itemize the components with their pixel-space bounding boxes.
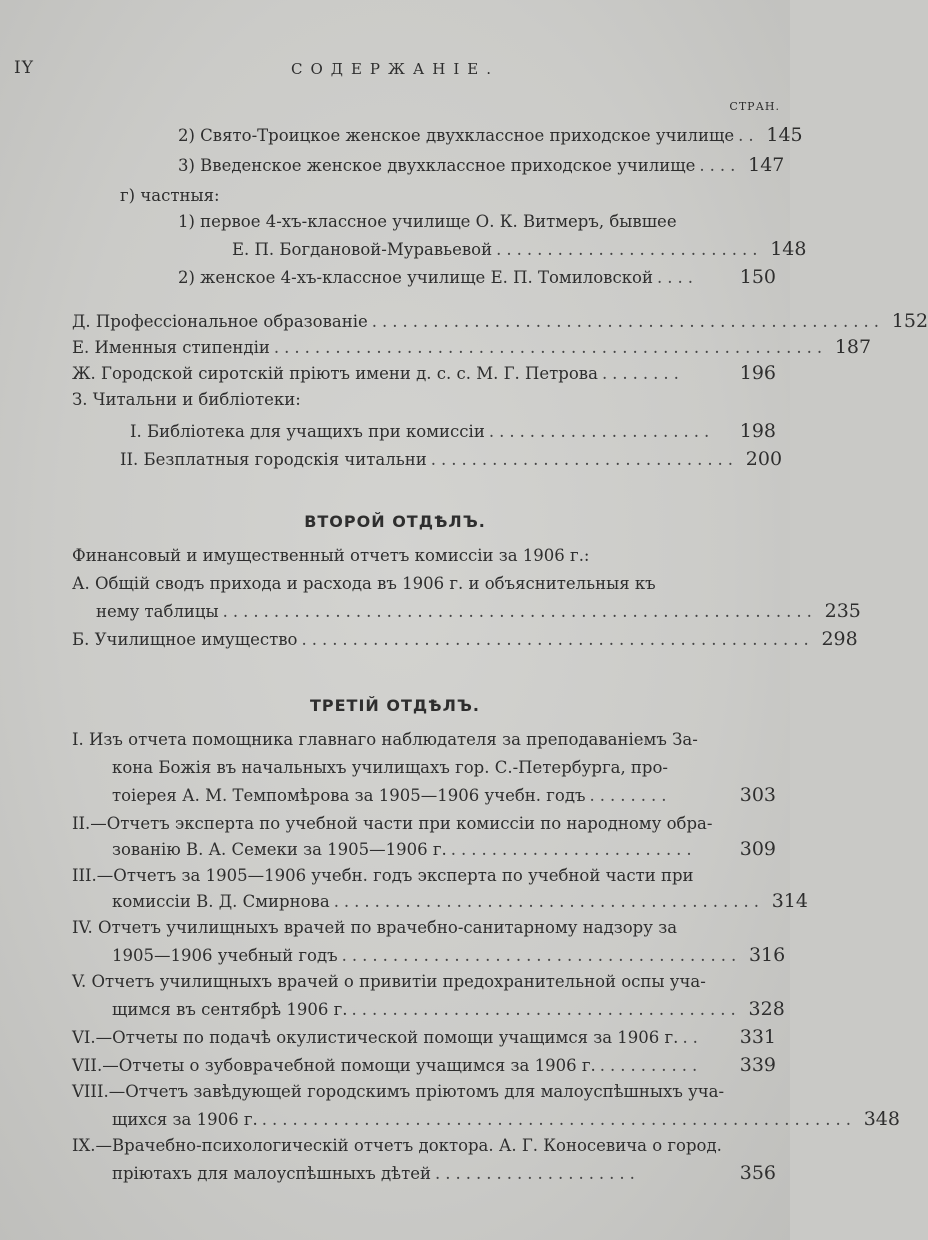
page-title: СОДЕРЖАНІЕ.: [291, 60, 499, 78]
toc-entry: 2) Свято-Троицкое женское двухклассное приходское училище .. 145: [178, 124, 803, 146]
toc-entry: V. Отчетъ училищныхъ врачей о привитіи предохранительной оспы уча-: [72, 972, 706, 991]
page-column-label: СТРАН.: [729, 100, 780, 113]
toc-subheading: г) частныя:: [120, 186, 220, 205]
toc-entry: Ж. Городской сиротскій пріютъ имени д. с. с. М. Г. Петрова ........ 196: [72, 362, 776, 384]
toc-entry: щимся въ сентябрѣ 1906 г. ...................................... 328: [112, 998, 785, 1020]
toc-entry: VI.—Отчеты по подачѣ окулистической помощи учащимся за 1906 г. .. 331: [72, 1026, 776, 1048]
toc-entry: пріютахъ для малоуспѣшныхъ дѣтей .................... 356: [112, 1162, 776, 1184]
toc-entry: IV. Отчетъ училищныхъ врачей по врачебно-санитарному надзору за: [72, 918, 678, 937]
toc-entry: II.—Отчетъ эксперта по учебной части при комиссіи по народному обра-: [72, 814, 713, 833]
toc-entry: Е. Именныя стипендіи ...................................................... 187: [72, 336, 872, 358]
toc-entry: 3) Введенское женское двухклассное приходское училище .... 147: [178, 154, 785, 176]
toc-entry: III.—Отчетъ за 1905—1906 учебн. годъ эксперта по учебной части при: [72, 866, 694, 885]
toc-entry: зованію В. А. Семеки за 1905—1906 г. ........................ 309: [112, 838, 776, 860]
toc-entry: А. Общій сводъ прихода и расхода въ 1906 г. и объяснительныя къ: [72, 574, 656, 593]
toc-entry: Д. Профессіональное образованіе .................................................. 152: [72, 310, 928, 332]
toc-entry: I. Библіотека для учащихъ при комиссіи ...................... 198: [130, 420, 776, 442]
toc-entry: IX.—Врачебно-психологическій отчетъ доктора. А. Г. Коносевича о город.: [72, 1136, 722, 1155]
toc-entry: щихся за 1906 г. .......................................................... 348: [112, 1108, 900, 1130]
toc-entry: II. Безплатныя городскія читальни .............................. 200: [120, 448, 783, 470]
toc-entry: 1) первое 4-хъ-классное училище О. К. Витмеръ, бывшее: [178, 212, 677, 231]
toc-entry: комиссіи В. Д. Смирнова .......................................... 314: [112, 890, 808, 912]
toc-entry: VII.—Отчеты о зубоврачебной помощи учащимся за 1906 г. .......... 339: [72, 1054, 776, 1076]
toc-entry: I. Изъ отчета помощника главнаго наблюдателя за преподаваніемъ За-: [72, 730, 698, 749]
toc-entry: Б. Училищное имущество .................................................. 298: [72, 628, 858, 650]
toc-entry: VIII.—Отчетъ завѣдующей городскимъ пріютомъ для малоуспѣшныхъ уча-: [72, 1082, 725, 1101]
toc-entry: кона Божія въ начальныхъ училищахъ гор. С.-Петербурга, про-: [112, 758, 668, 777]
toc-entry: 1905—1906 учебный годъ ....................................... 316: [112, 944, 786, 966]
toc-entry: тоіерея А. М. Темпомѣрова за 1905—1906 учебн. годъ ........ 303: [112, 784, 776, 806]
toc-entry: нему таблицы .......................................................... 235: [96, 600, 861, 622]
page-number: IY: [14, 58, 34, 78]
section-heading-second: ВТОРОЙ ОТДѢЛЪ.: [304, 512, 486, 531]
toc-subheading: З. Читальни и библіотеки:: [72, 390, 301, 409]
toc-entry: Е. П. Богдановой-Муравьевой .......................... 148: [232, 238, 807, 260]
section-heading-third: ТРЕТІЙ ОТДѢЛЪ.: [309, 696, 480, 715]
toc-entry: 2) женское 4-хъ-классное училище Е. П. Томиловской .... 150: [178, 266, 776, 288]
toc-entry: Финансовый и имущественный отчетъ комиссіи за 1906 г.:: [72, 546, 590, 565]
